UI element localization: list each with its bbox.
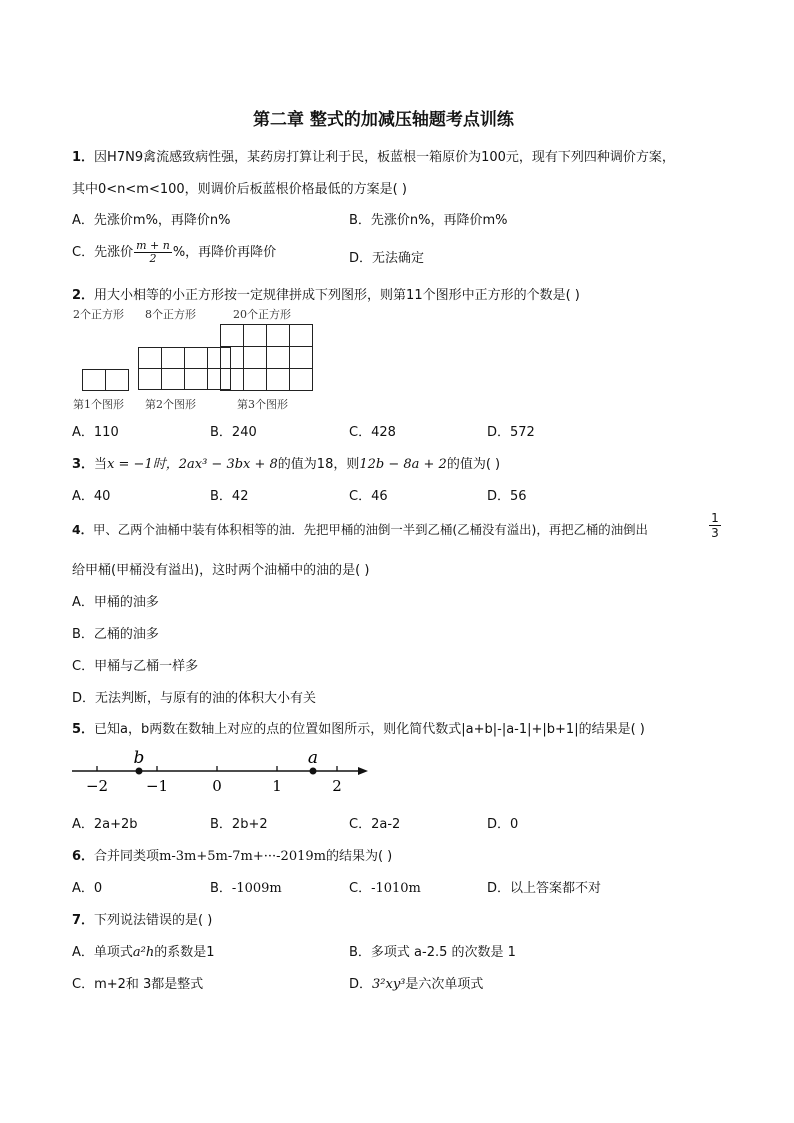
fraction-denominator: 3 [711, 526, 719, 540]
q1-text-line2: 其中0<n<m<100，则调价后板蓝根价格最低的方案是( ) [72, 182, 407, 197]
option-label: D． [349, 977, 373, 992]
q1-option-a [72, 209, 231, 228]
axis-tick-label: −2 [85, 777, 109, 795]
q7-option-a [72, 941, 215, 960]
option-label: D． [487, 881, 511, 896]
q5-number: 5． [72, 722, 95, 737]
fraction-numerator: 1 [709, 511, 721, 526]
figure-2-squares [138, 347, 231, 390]
q3-option-d [487, 485, 527, 504]
option-expression: 3²xy³ [372, 977, 406, 992]
option-label: A． [72, 945, 94, 960]
q2-option-a [72, 421, 119, 440]
q3-text-mid: 的值为18，则 [277, 457, 360, 472]
option-text: 无法确定 [372, 251, 425, 266]
option-label: C． [349, 881, 372, 896]
option-text: 240 [231, 425, 257, 440]
option-label: B． [349, 945, 371, 960]
q4-option-b [72, 623, 159, 642]
figure-3-caption: 第3个图形 [237, 398, 288, 411]
option-label: C． [72, 659, 95, 674]
q1-line1 [72, 146, 675, 165]
q3-text-pre: 当 [94, 457, 108, 472]
axis-tick-label: 1 [272, 777, 282, 795]
q6-option-b [210, 877, 282, 896]
option-text-post: %，再降价再降价 [172, 245, 277, 260]
q2-number: 2． [72, 288, 95, 303]
option-expression: a²h [132, 945, 155, 960]
q2-text: 用大小相等的小正方形按一定规律拼成下列图形，则第11个图形中正方形的个数是( ) [94, 288, 580, 303]
option-text-post: 的系数是1 [154, 945, 215, 960]
figure-1-caption: 第1个图形 [73, 398, 124, 411]
q3-expression-1: 2ax³ − 3bx + 8 [178, 457, 278, 472]
q3-option-b [210, 485, 248, 504]
q1-option-b [349, 209, 508, 228]
option-text: 先涨价m%，再降价n% [93, 213, 231, 228]
option-label: D． [487, 817, 511, 832]
point-b-label: b [133, 748, 145, 768]
q6-expression: m-3m+5m-7m+···-2019m [159, 849, 326, 864]
q6-option-d [487, 877, 601, 896]
q4-option-d [72, 687, 316, 706]
q5-line [72, 718, 645, 737]
q3-line [72, 453, 500, 472]
q4-text-line1: 甲、乙两个油桶中装有体积相等的油．先把甲桶的油倒一半到乙桶(乙桶没有溢出)，再把乙桶的油倒出 [93, 522, 648, 537]
option-text: 先涨价n%，再降价m% [370, 213, 508, 228]
figure-1-squares [82, 369, 129, 391]
q4-number: 4． [72, 522, 94, 537]
option-text: 0 [510, 817, 519, 832]
option-text-post: 是六次单项式 [405, 977, 484, 992]
figure-2-caption: 第2个图形 [145, 398, 196, 411]
option-text: 110 [93, 425, 119, 440]
option-text-pre: 单项式 [93, 945, 133, 960]
q5-option-a [72, 813, 138, 832]
q7-option-b [349, 941, 516, 960]
q5-option-c [349, 813, 400, 832]
q4-text-line2: 给甲桶(甲桶没有溢出)，这时两个油桶中的油的是( ) [72, 563, 370, 578]
option-text: 428 [371, 425, 396, 440]
option-text: 甲桶与乙桶一样多 [94, 659, 199, 674]
q6-line [72, 845, 392, 864]
option-label: B． [210, 425, 232, 440]
q7-number: 7． [72, 913, 95, 928]
q2-line [72, 284, 580, 303]
option-text: 2b+2 [231, 817, 268, 832]
q1-option-d [349, 247, 424, 266]
option-text: 572 [510, 425, 535, 440]
option-text: -1010m [371, 881, 421, 896]
axis-tick-label: 2 [332, 777, 342, 795]
option-label: A． [72, 881, 94, 896]
q7-text: 下列说法错误的是( ) [94, 913, 213, 928]
fraction-numerator: m + n [136, 239, 170, 252]
fraction-denominator: 2 [149, 252, 157, 265]
q2-option-c [349, 421, 396, 440]
q2-option-d [487, 421, 535, 440]
option-text: 2a-2 [371, 817, 401, 832]
option-label: C． [349, 425, 372, 440]
option-label: A． [72, 595, 94, 610]
number-line-figure [0, 740, 400, 800]
axis-arrow-icon [358, 767, 368, 775]
q7-option-c [72, 973, 203, 992]
option-label: C． [349, 489, 372, 504]
q6-text-pre: 合并同类项 [94, 849, 160, 864]
q3-number: 3． [72, 457, 95, 472]
option-label: B． [210, 817, 232, 832]
point-a-label: a [307, 748, 319, 768]
q4-option-a [72, 591, 159, 610]
option-label: A． [72, 213, 94, 228]
option-text: m+2和 3都是整式 [94, 977, 204, 992]
q5-option-d [487, 813, 518, 832]
option-label: B． [210, 881, 232, 896]
figure-1-count-label: 2个正方形 [73, 308, 124, 321]
option-label: D． [72, 691, 96, 706]
point-b-marker [136, 768, 143, 775]
q3-option-c [349, 485, 388, 504]
option-label: A． [72, 489, 94, 504]
q6-option-a [72, 877, 102, 896]
option-label: D． [349, 251, 373, 266]
figure-3-count-label: 20个正方形 [233, 308, 291, 321]
option-text: 40 [93, 489, 111, 504]
q3-expression-2: 12b − 8a + 2 [359, 457, 447, 472]
option-label: D． [487, 425, 511, 440]
option-label: C． [72, 245, 95, 260]
q3-option-a [72, 485, 110, 504]
q7-line [72, 909, 212, 928]
option-label: D． [487, 489, 511, 504]
q4-fraction [709, 511, 721, 540]
page-title: 第二章 整式的加减压轴题考点训练 [253, 110, 514, 130]
q3-condition: x = −1时， [107, 457, 179, 472]
option-label: B． [210, 489, 232, 504]
option-label: B． [72, 627, 94, 642]
q5-option-b [210, 813, 268, 832]
option-label: A． [72, 817, 94, 832]
q4-line1 [72, 520, 648, 538]
q1-number: 1． [72, 150, 95, 165]
option-text: 无法判断，与原有的油的体积大小有关 [95, 691, 317, 706]
figure-2-count-label: 8个正方形 [145, 308, 196, 321]
option-text: -1009m [231, 881, 282, 896]
option-text: 多项式 a-2.5 的次数是 1 [370, 945, 516, 960]
option-label: A． [72, 425, 94, 440]
option-text: 56 [510, 489, 527, 504]
figure-3-squares [220, 324, 313, 391]
q1-option-c [72, 240, 276, 265]
q4-option-c [72, 655, 198, 674]
fraction [134, 240, 172, 265]
option-text: 42 [231, 489, 249, 504]
q6-text-post: 的结果为( ) [325, 849, 393, 864]
axis-tick-label: −1 [145, 777, 169, 795]
q7-option-d [349, 973, 483, 992]
axis-tick-label: 0 [212, 777, 222, 795]
option-text-pre: 先涨价 [94, 245, 134, 260]
q1-text-line1: 因H7N9禽流感致病性强，某药房打算让利于民，板蓝根一箱原价为100元，现有下列四种调价方案， [94, 150, 675, 165]
option-text: 以上答案都不对 [510, 881, 602, 896]
point-a-marker [310, 768, 317, 775]
option-label: C． [72, 977, 95, 992]
option-text: 乙桶的油多 [93, 627, 159, 642]
option-text: 0 [93, 881, 103, 896]
option-text: 甲桶的油多 [93, 595, 159, 610]
q6-option-c [349, 877, 421, 896]
q2-option-b [210, 421, 257, 440]
q6-number: 6． [72, 849, 95, 864]
q3-text-post: 的值为( ) [446, 457, 501, 472]
option-text: 46 [371, 489, 388, 504]
option-label: B． [349, 213, 371, 228]
option-text: 2a+2b [93, 817, 138, 832]
q5-text: 已知a，b两数在数轴上对应的点的位置如图所示，则化简代数式|a+b|-|a-1|+|b+1|的结果是( ) [94, 722, 645, 737]
option-label: C． [349, 817, 372, 832]
